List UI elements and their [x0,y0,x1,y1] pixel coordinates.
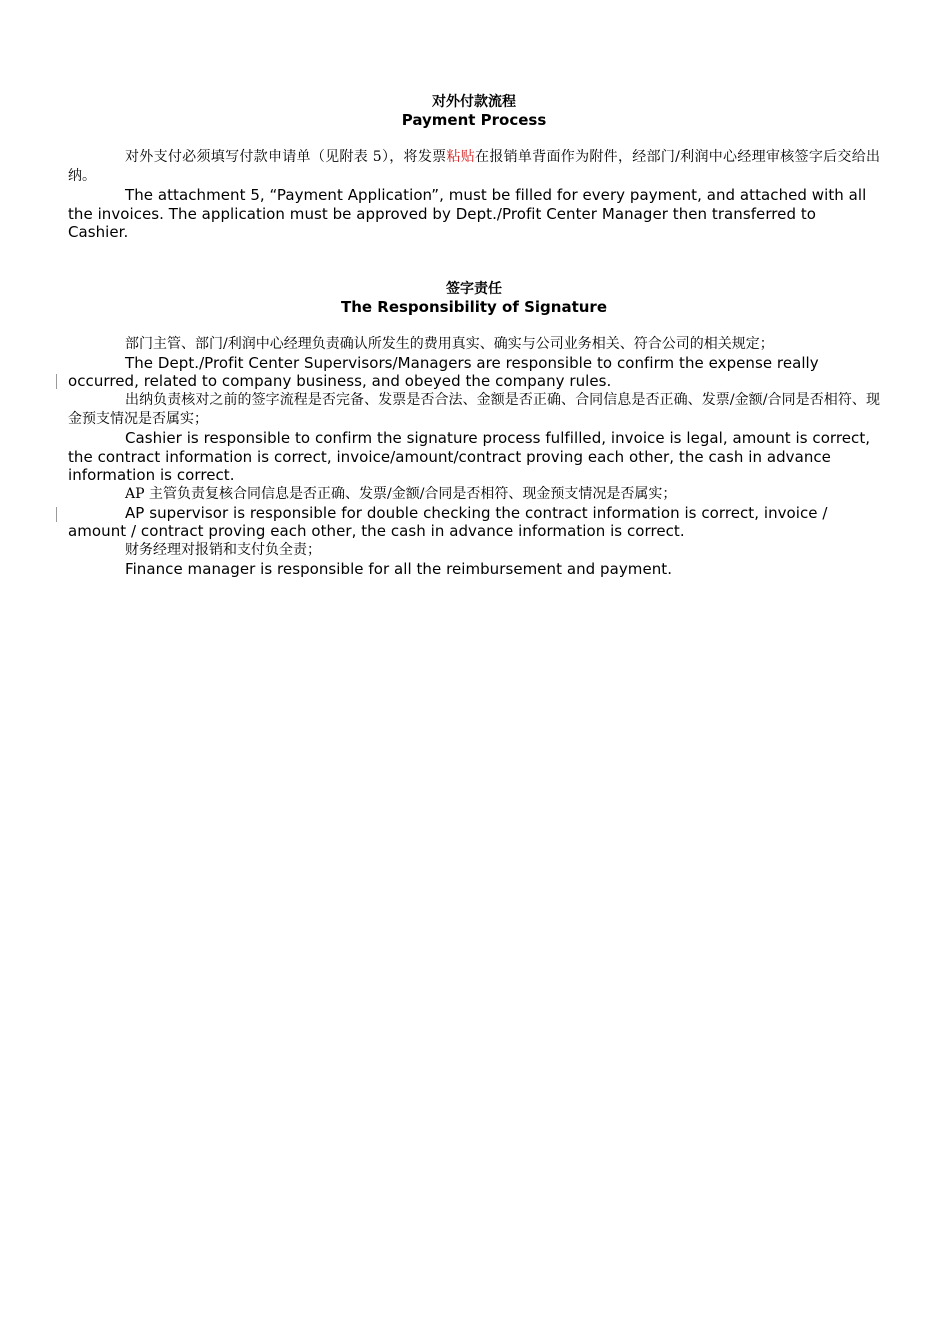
responsibility-en: The Dept./Profit Center Supervisors/Managers are responsible to confirm the expense really occurred, related to company business, and obeyed the company rules. [68,353,819,391]
responsibility-cn: AP 主管负责复核合同信息是否正确、发票/金额/合同是否相符、现金预支情况是否属实； [125,485,677,502]
paragraph-cn [68,148,880,186]
revision-bar [56,507,57,522]
section-title-en: Payment Process [401,111,547,129]
responsibility-cn: 财务经理对报销和支付负全责； [125,541,321,558]
responsibility-en: Cashier is responsible to confirm the signature process fulfilled, invoice is legal, amount is correct, the contract information is correct, invoice/amount/contract proving each other, the cash in advance information is correct. [68,428,871,485]
section-title-cn: 签字责任 [446,280,502,297]
revision-bar [56,374,57,389]
responsibility-cn: 出纳负责核对之前的签字流程是否完备、发票是否合法、金额是否正确、合同信息是否正确、发票/金额/合同是否相符、现金预支情况是否属实； [68,391,880,427]
responsibility-en: Finance manager is responsible for all the reimbursement and payment. [125,559,673,578]
section-payment-process [68,94,880,242]
section-signature-responsibility [68,281,880,579]
paragraph-en: The attachment 5, “Payment Application”, must be filled for every payment, and attached with all the invoices. The application must be approved by Dept./Profit Center Manager then transferred to Cashier. [68,186,867,242]
paragraph-text: 对外支付必须填写付款申请单（见附表 5），将发票 [125,149,447,165]
highlighted-text: 粘贴 [446,149,476,165]
responsibility-en: AP supervisor is responsible for double checking the contract information is correct, invoice / amount / contract proving each other, the cash in advance information is correct. [68,503,828,541]
document-body [68,94,880,579]
paragraph-text: 在报销单背面作为附件，经部门/利润中心经理审核签字后交给出纳。 [68,149,881,184]
section-title-cn: 对外付款流程 [432,94,516,110]
section-title-en: The Responsibility of Signature [340,297,608,316]
responsibility-cn: 部门主管、部门/利润中心经理负责确认所发生的费用真实、确实与公司业务相关、符合公司的相关规定； [125,335,774,352]
